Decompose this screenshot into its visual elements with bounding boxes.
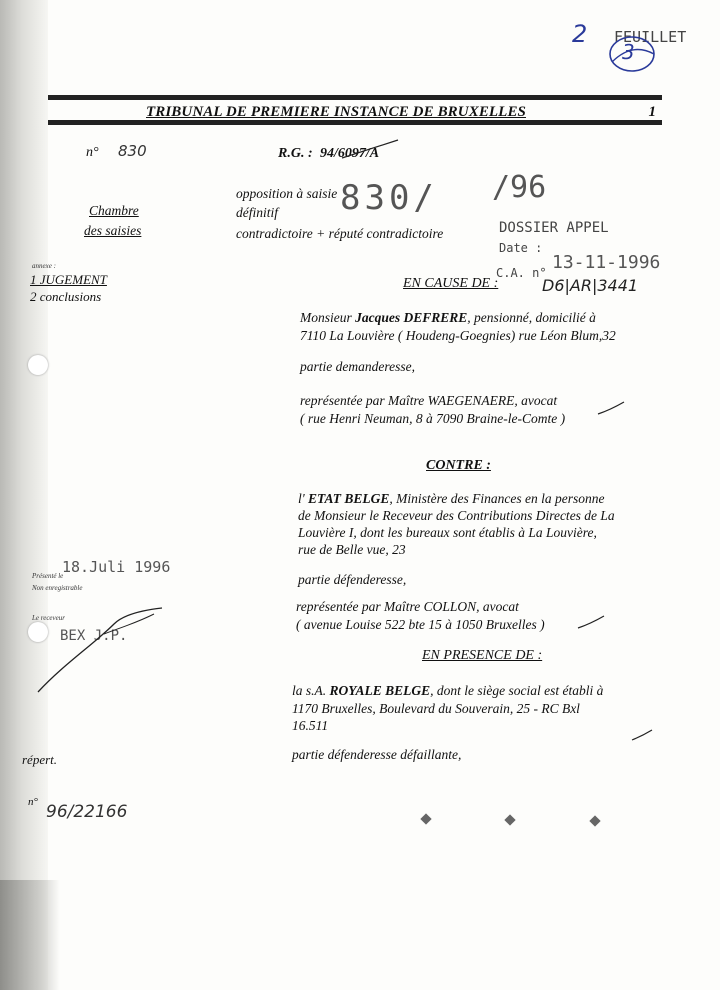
repert-label: répert. bbox=[22, 752, 58, 767]
feuillet-circled-number: 3 bbox=[622, 40, 635, 64]
third-party-line-1-rest: , dont le siège social est établi à bbox=[430, 683, 604, 698]
defendant-line-1-rest: , Ministère des Finances en la personne bbox=[389, 491, 605, 506]
receveur-name-stamp: BEX J.P. bbox=[60, 628, 128, 644]
feuillet-number: 2 bbox=[572, 20, 588, 48]
chamber-line-2: des saisies bbox=[84, 223, 142, 238]
case-type-line-1: opposition à saisie bbox=[236, 186, 338, 201]
ca-label: C.A. n° bbox=[496, 266, 547, 280]
court-title: TRIBUNAL DE PREMIERE INSTANCE DE BRUXELLES bbox=[146, 104, 526, 120]
third-party-line-1 bbox=[292, 682, 603, 699]
scan-shadow-bottom bbox=[0, 880, 60, 990]
feuillet-label: FEUILLET bbox=[614, 28, 687, 46]
receveur-label: Le receveur bbox=[32, 614, 65, 622]
number-label: n° bbox=[86, 145, 99, 160]
third-party-name: ROYALE BELGE bbox=[329, 683, 431, 698]
third-party-line-3: 16.511 bbox=[292, 718, 329, 733]
presente-label: Présenté le bbox=[32, 572, 64, 580]
conclusions-note: 2 conclusions bbox=[30, 289, 102, 304]
annexe-label: annexe : bbox=[32, 262, 56, 270]
defendant-line-2: de Monsieur le Receveur des Contributions Directes de La bbox=[298, 508, 615, 523]
repert-number-value: 96/22166 bbox=[46, 802, 128, 822]
plaintiff-representative-address: ( rue Henri Neuman, 8 à 7090 Braine-le-Comte ) bbox=[300, 411, 566, 426]
third-party-role: partie défenderesse défaillante, bbox=[292, 747, 462, 762]
date-label: Date : bbox=[499, 241, 543, 255]
closing-ornament bbox=[589, 815, 600, 826]
defendant-line-3: Louvière I, dont les bureaux sont établis à La Louvière, bbox=[298, 525, 597, 540]
defendant-line-4: rue de Belle vue, 23 bbox=[298, 542, 406, 557]
case-stamp-year: /96 bbox=[492, 170, 547, 205]
receveur-signature bbox=[34, 604, 166, 696]
received-date-stamp: 18.Juli 1996 bbox=[62, 558, 171, 576]
defendant-role: partie défenderesse, bbox=[298, 572, 407, 587]
plaintiff-prefix: Monsieur bbox=[300, 310, 356, 325]
closing-ornament bbox=[504, 814, 515, 825]
plaintiff-line-2: 7110 La Louvière ( Houdeng-Goegnies) rue Léon Blum,32 bbox=[300, 328, 616, 343]
rg-label: R.G. : bbox=[278, 146, 313, 161]
rg-value: 94/6097/A bbox=[320, 146, 380, 161]
non-enregistrable-label: Non enregistrable bbox=[32, 584, 83, 592]
defendant-representative: représentée par Maître COLLON, avocat bbox=[296, 599, 519, 614]
plaintiff-role: partie demanderesse, bbox=[300, 359, 415, 374]
en-cause-heading: EN CAUSE DE : bbox=[403, 276, 499, 291]
plaintiff-name: Jacques DEFRERE bbox=[355, 310, 468, 325]
third-party-line-2: 1170 Bruxelles, Boulevard du Souverain, 25 - RC Bxl bbox=[292, 701, 580, 716]
case-type-line-2: définitif bbox=[236, 205, 278, 220]
pen-tick bbox=[630, 728, 654, 742]
plaintiff-representative: représentée par Maître WAEGENAERE, avocat bbox=[300, 393, 558, 408]
repert-number-label: n° bbox=[28, 796, 38, 808]
court-title-bar bbox=[48, 95, 662, 125]
ca-value: D6|AR|3441 bbox=[542, 276, 639, 295]
scan-shadow bbox=[0, 0, 48, 990]
number-value: 830 bbox=[118, 142, 147, 160]
defendant-line-1 bbox=[298, 490, 605, 507]
date-value: 13-11-1996 bbox=[552, 252, 661, 273]
defendant-prefix: l' bbox=[298, 491, 309, 506]
punch-hole bbox=[28, 355, 48, 375]
page-number: 1 bbox=[648, 104, 656, 120]
plaintiff-line-1-rest: , pensionné, domicilié à bbox=[467, 310, 596, 325]
third-party-prefix: la s.A. bbox=[292, 683, 330, 698]
pen-tick bbox=[596, 400, 626, 416]
chamber-line-1: Chambre bbox=[89, 203, 139, 218]
dossier-appel-stamp: DOSSIER APPEL bbox=[499, 220, 609, 236]
defendant-name: ETAT BELGE bbox=[308, 491, 390, 506]
pen-tick bbox=[576, 614, 606, 630]
case-type-line-3: contradictoire + réputé contradictoire bbox=[236, 226, 444, 241]
rg-pen-stroke bbox=[340, 138, 400, 160]
contre-heading: CONTRE : bbox=[426, 458, 491, 473]
case-stamp-number: 830/ bbox=[340, 178, 438, 218]
closing-ornament bbox=[420, 813, 431, 824]
jugement-note: 1 JUGEMENT bbox=[30, 272, 107, 287]
defendant-representative-address: ( avenue Louise 522 bte 15 à 1050 Bruxelles ) bbox=[296, 617, 545, 632]
en-presence-heading: EN PRESENCE DE : bbox=[422, 648, 543, 663]
plaintiff-line-1 bbox=[300, 309, 615, 326]
